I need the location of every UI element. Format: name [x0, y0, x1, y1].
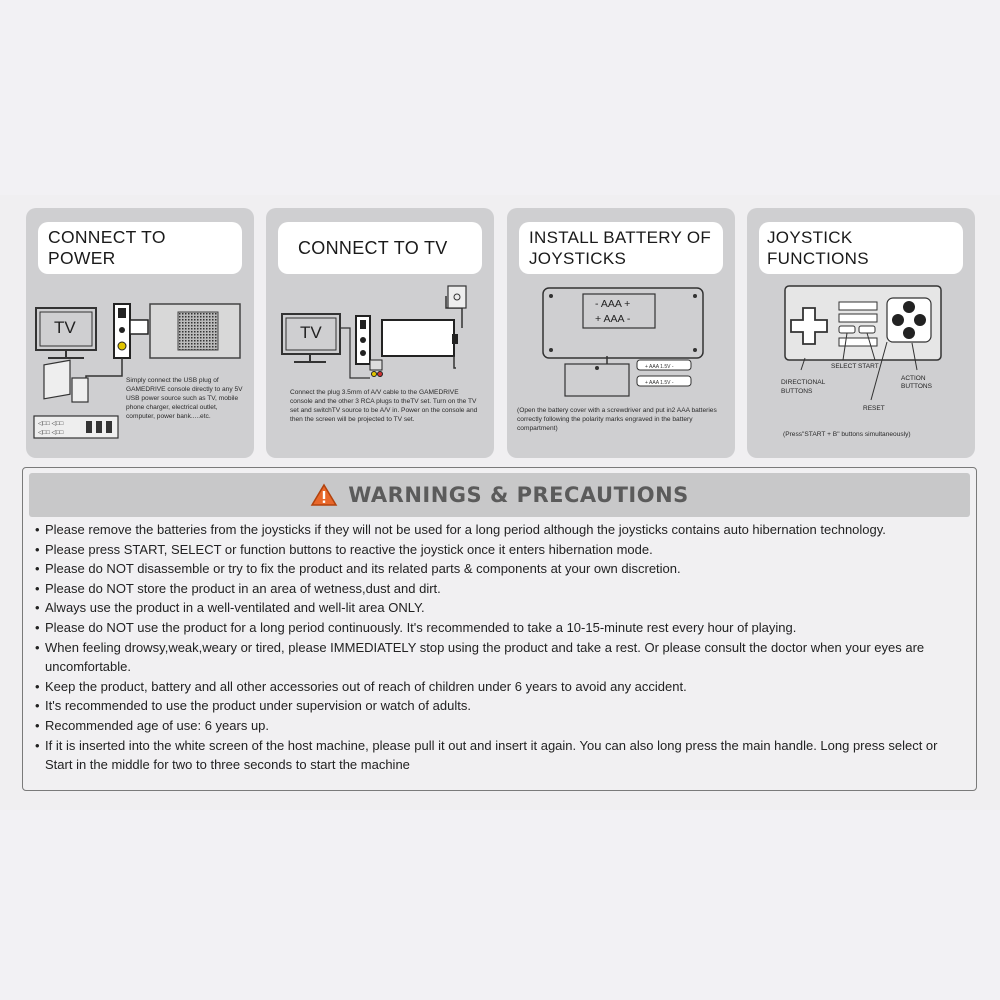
panel-title: CONNECT TO TV [278, 222, 482, 274]
panel-caption: Simply connect the USB plug of GAMEDRIVE console directly to any 5V USB power source such as TV, mobile phone charger, electrical outlet, computer, power bank.....etc. [126, 377, 243, 420]
warning-item: • Please press START, SELECT or function buttons to reactive the joystick once it enters hibernation mode. [35, 540, 968, 560]
svg-text:◁□□ ◁□□: ◁□□ ◁□□ [38, 430, 64, 436]
warning-item: • Recommended age of use: 6 years up. [35, 716, 968, 736]
svg-text:◁□□ ◁□□: ◁□□ ◁□□ [38, 421, 64, 427]
warning-item: • Keep the product, battery and all other accessories out of reach of children under 6 years to avoid any accident. [35, 677, 968, 697]
tv-label: TV [54, 318, 76, 337]
warning-item: • When feeling drowsy,weak,weary or tired, please IMMEDIATELY stop using the product and take a rest. Or please consult the doctor when your eyes are uncomfortable. [35, 638, 968, 677]
warning-triangle-icon [310, 483, 338, 507]
panel-title: CONNECT TO POWER [38, 222, 242, 274]
label-select-start: SELECT START [831, 363, 879, 370]
battery-cell-label: + AAA 1.5V - [645, 380, 674, 386]
panel-connect-to-tv [266, 208, 494, 458]
tv-label: TV [300, 323, 322, 342]
label-action-buttons-1: ACTION [901, 375, 926, 382]
panel-install-battery [507, 208, 735, 458]
panel-caption: Connect the plug 3.5mm of A/V cable to the GAMEDRIVE console and the other 3 RCA plugs to theTV set. Turn on the TV set and switchTV source to be A/V in. Power on the console and then the screen will be projected to TV set. [290, 389, 478, 423]
label-reset: RESET [863, 405, 885, 412]
warnings-header [29, 473, 970, 517]
warning-item: • Please do NOT use the product for a long period continuously. It's recommended to take a 10-15-minute rest every hour of playing. [35, 618, 968, 638]
panel-connect-to-power [26, 208, 254, 458]
panel-joystick-functions [747, 208, 975, 458]
joystick-diagram-illustration [747, 208, 975, 458]
panel-caption: (Press"START + B" buttons simultaneously) [783, 431, 911, 438]
warning-item: • If it is inserted into the white screen of the host machine, please pull it out and insert it again. You can also long press the main handle. Long press select or Start in the middle for two to three seconds to start the machine [35, 736, 968, 775]
panel-title: JOYSTICK FUNCTIONS [759, 222, 963, 274]
warning-item: • Please do NOT disassemble or try to fix the product and its related parts & components at your own discretion. [35, 559, 968, 579]
battery-cell-label: + AAA 1.5V - [645, 364, 674, 370]
warning-item: • Please do NOT store the product in an area of wetness,dust and dirt. [35, 579, 968, 599]
panel-caption: (Open the battery cover with a screwdriver and put in2 AAA batteries correctly following the polarity marks engraved in the battery compartment) [517, 407, 717, 432]
warning-item: • It's recommended to use the product under supervision or watch of adults. [35, 696, 968, 716]
label-action-buttons-2: BUTTONS [901, 383, 932, 390]
label-directional-buttons: DIRECTIONAL BUTTONS [781, 379, 826, 395]
warnings-list [35, 520, 968, 775]
warning-item: • Always use the product in a well-ventilated and well-lit area ONLY. [35, 598, 968, 618]
warnings-title: WARNINGS & PRECAUTIONS [348, 483, 689, 507]
battery-polarity-line-2: + AAA - [595, 313, 631, 325]
panel-title: INSTALL BATTERY OF JOYSTICKS [519, 222, 723, 274]
warnings-section [22, 467, 977, 791]
battery-polarity-line-1: - AAA + [595, 298, 631, 310]
warning-item: • Please remove the batteries from the joysticks if they will not be used for a long period although the joysticks contains auto hibernation technology. [35, 520, 968, 540]
